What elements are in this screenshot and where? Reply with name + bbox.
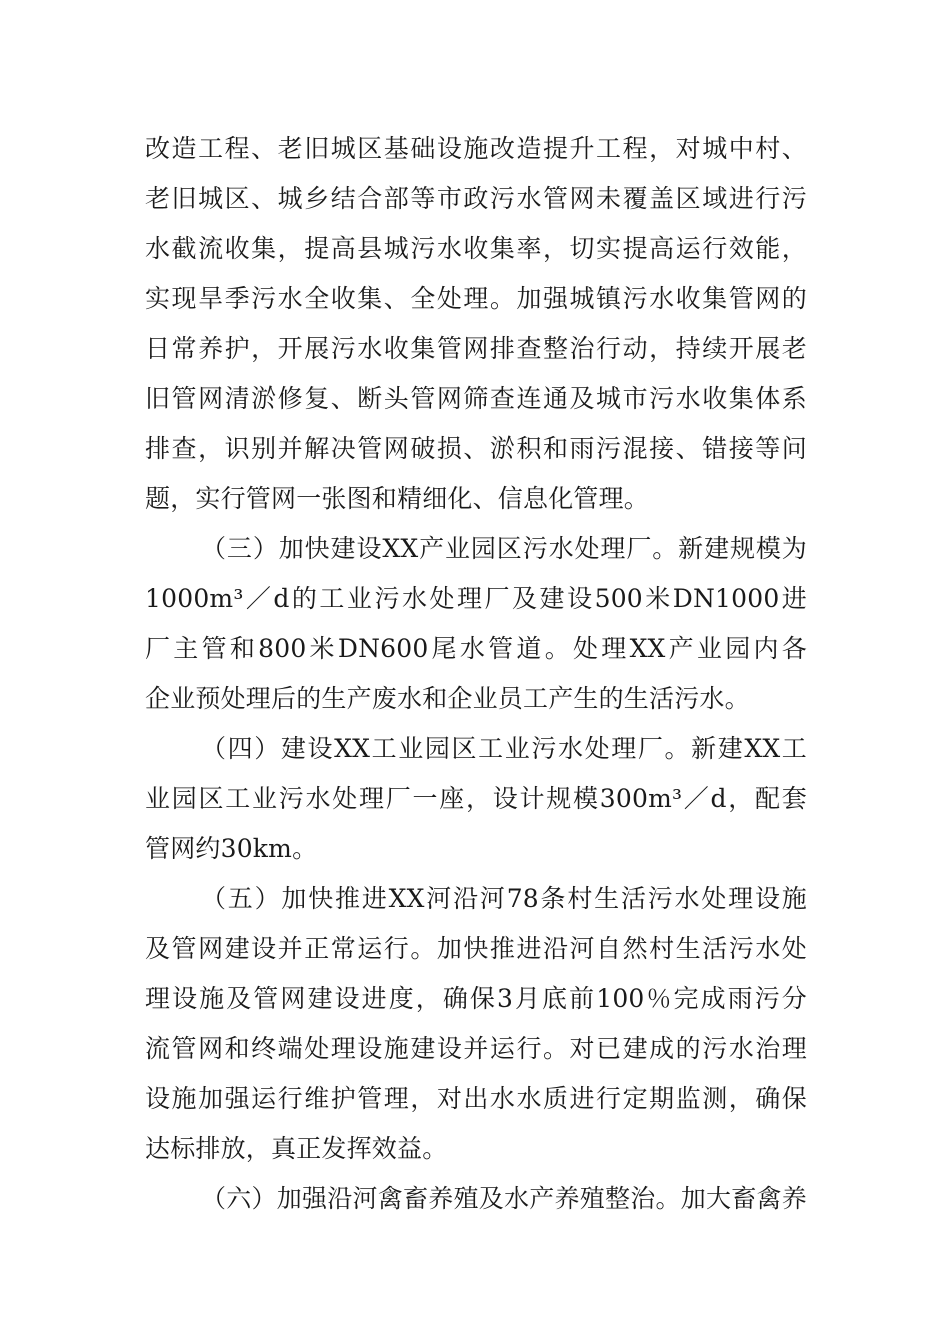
text-line: 实现旱季污水全收集、全处理。加强城镇污水收集管网的 bbox=[145, 284, 807, 313]
text-line: 旧管网清淤修复、断头管网筛查连通及城市污水收集体系 bbox=[145, 384, 807, 413]
text-line: （三）加快建设XX产业园区污水处理厂。新建规模为 bbox=[201, 534, 807, 563]
text-line: 及管网建设并正常运行。加快推进沿河自然村生活污水处 bbox=[145, 934, 807, 963]
text-line: 1000m³／d的工业污水处理厂及建设500米DN1000进 bbox=[145, 584, 807, 613]
text-line: 企业预处理后的生产废水和企业员工产生的生活污水。 bbox=[145, 684, 750, 713]
text-line: 改造工程、老旧城区基础设施改造提升工程，对城中村、 bbox=[145, 134, 807, 163]
text-line: （四）建设XX工业园区工业污水处理厂。新建XX工 bbox=[201, 734, 807, 763]
text-line: 厂主管和800米DN600尾水管道。处理XX产业园内各 bbox=[145, 634, 807, 663]
text-line: 设施加强运行维护管理，对出水水质进行定期监测，确保 bbox=[145, 1084, 807, 1113]
text-line: 老旧城区、城乡结合部等市政污水管网未覆盖区域进行污 bbox=[145, 184, 807, 213]
text-line: 水截流收集，提高县城污水收集率，切实提高运行效能， bbox=[145, 234, 807, 263]
text-line: 达标排放，真正发挥效益。 bbox=[145, 1134, 448, 1163]
text-line: 排查，识别并解决管网破损、淤积和雨污混接、错接等问 bbox=[145, 434, 807, 463]
text-line: （五）加快推进XX河沿河78条村生活污水处理设施 bbox=[201, 884, 807, 913]
text-line: （六）加强沿河禽畜养殖及水产养殖整治。加大畜禽养 bbox=[201, 1184, 807, 1213]
body-text bbox=[145, 124, 807, 1224]
text-line: 题，实行管网一张图和精细化、信息化管理。 bbox=[145, 484, 650, 513]
text-line: 理设施及管网建设进度，确保3月底前100％完成雨污分 bbox=[145, 984, 807, 1013]
text-line: 流管网和终端处理设施建设并运行。对已建成的污水治理 bbox=[145, 1034, 807, 1063]
text-line: 日常养护，开展污水收集管网排查整治行动，持续开展老 bbox=[145, 334, 807, 363]
text-line: 管网约30km。 bbox=[145, 834, 318, 863]
text-line: 业园区工业污水处理厂一座，设计规模300m³／d，配套 bbox=[145, 784, 807, 813]
